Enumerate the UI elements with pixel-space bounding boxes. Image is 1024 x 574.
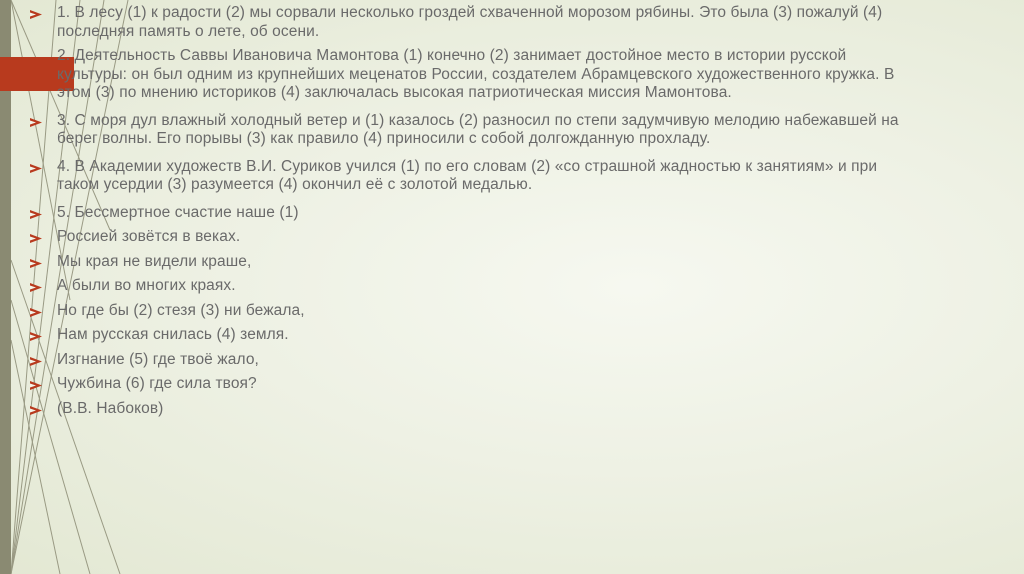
item-text: 1. В лесу (1) к радости (2) мы сорвали несколько гроздей схваченной морозом рябины. Это была (3) пожалуй (4) последняя память о лете, об осени. — [57, 4, 883, 40]
item-text: Изгнание (5) где твоё жало, — [57, 350, 259, 368]
item-text: 3. С моря дул влажный холодный ветер и (1) казалось (2) разносил по степи задумчивую мелодию набежавшей на берег волны. Его порывы (3) как правило (4) приносили с собой долгожданную прохладу. — [57, 111, 899, 147]
item-text: 2. Деятельность Саввы Ивановича Мамонтова (1) конечно (2) занимает достойное место в истории русской культуры: он был одним из крупнейших меценатов России, создателем Абрамцевского художественного кружка. В этом (3) по мнению историков (4) заключалась высокая патриотическая миссия Мамонтова. — [57, 47, 895, 101]
triangle-right-bullet-icon — [30, 308, 42, 317]
item-text: (В.В. Набоков) — [57, 399, 164, 417]
triangle-right-bullet-icon — [30, 10, 42, 19]
triangle-right-bullet-icon — [30, 381, 42, 390]
list-item — [30, 351, 920, 370]
triangle-right-bullet-icon — [30, 259, 42, 268]
item-text: Нам русская снилась (4) земля. — [57, 326, 289, 343]
list-item — [30, 158, 920, 195]
triangle-right-bullet-icon — [30, 234, 42, 243]
triangle-right-bullet-icon — [30, 118, 42, 127]
triangle-right-bullet-icon — [30, 164, 42, 173]
text-list — [30, 4, 920, 424]
item-text: 4. В Академии художеств В.И. Суриков учился (1) по его словам (2) «со страшной жадностью к занятиям» и при таком усердии (3) разумеется (4) окончил её с золотой медалью. — [57, 157, 878, 193]
item-text: 5. Бессмертное счастие наше (1) — [57, 203, 299, 221]
list-item — [30, 47, 920, 103]
item-text: Мы края не видели краше, — [57, 252, 252, 270]
list-item — [30, 204, 920, 223]
triangle-right-bullet-icon — [30, 357, 42, 366]
item-text: Россией зовётся в веках. — [57, 228, 241, 245]
list-item — [30, 400, 920, 419]
item-text: Чужбина (6) где сила твоя? — [57, 375, 257, 392]
item-text: Но где бы (2) стезя (3) ни бежала, — [57, 301, 305, 319]
list-item — [30, 375, 920, 394]
list-item — [30, 253, 920, 272]
list-item — [30, 302, 920, 321]
triangle-right-bullet-icon — [30, 406, 42, 415]
triangle-right-bullet-icon — [30, 210, 42, 219]
triangle-right-bullet-icon — [30, 283, 42, 292]
list-item — [30, 228, 920, 247]
item-text: А были во многих краях. — [57, 277, 236, 294]
list-item — [30, 277, 920, 296]
triangle-right-bullet-icon — [30, 332, 42, 341]
list-item — [30, 112, 920, 149]
list-item — [30, 4, 920, 41]
list-item — [30, 326, 920, 345]
